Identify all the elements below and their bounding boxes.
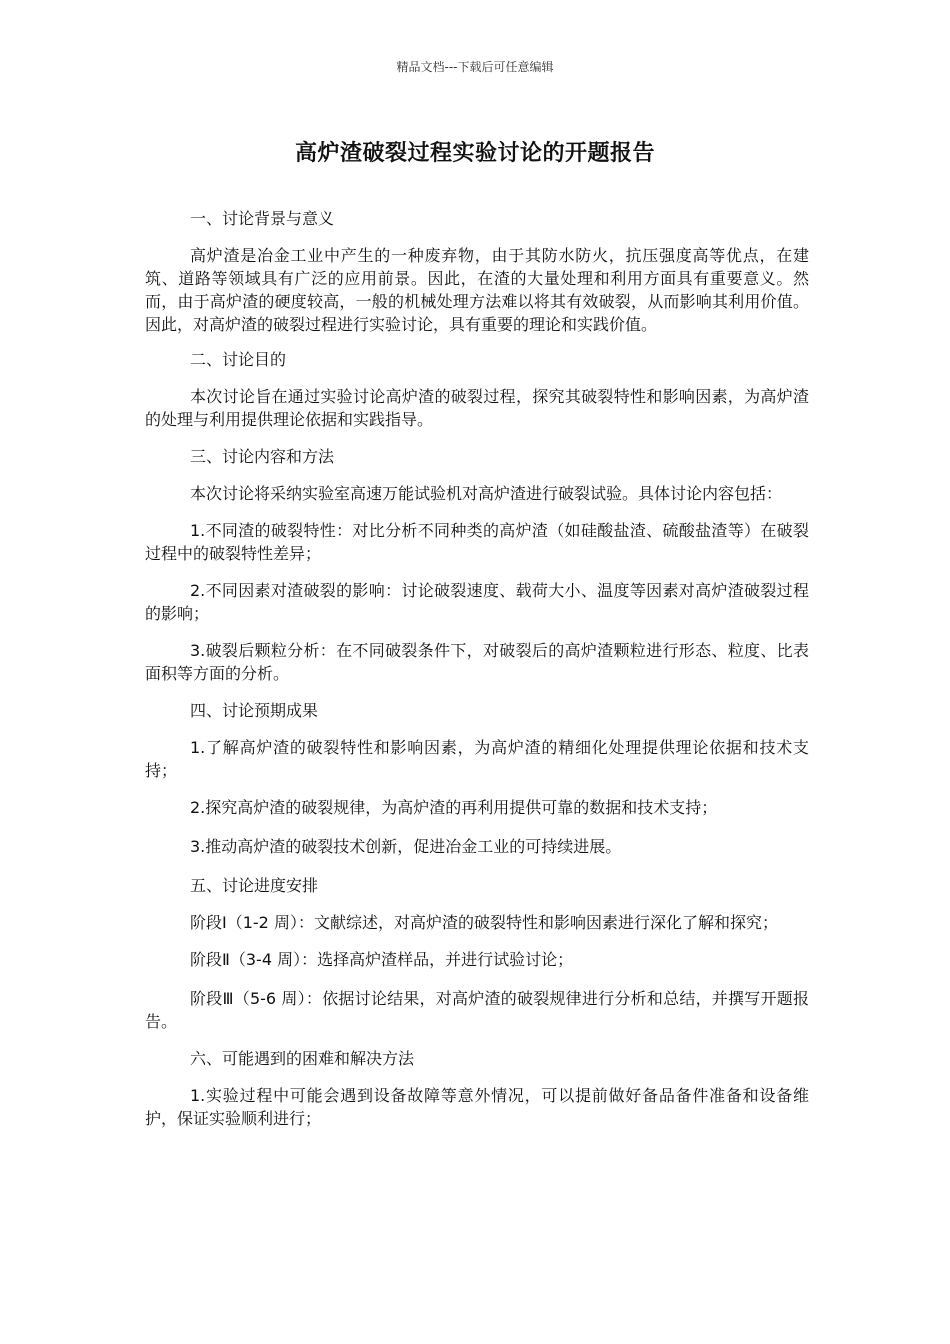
page-header-note: 精品文档---下载后可任意编辑 bbox=[396, 60, 554, 74]
list-item-stage-2: 阶段Ⅱ（3-4 周）：选择高炉渣样品，并进行试验讨论； bbox=[190, 950, 574, 969]
document-body bbox=[145, 207, 809, 1144]
list-item-stage-3: 阶段Ⅲ（5-6 周）：依据讨论结果，对高炉渣的破裂规律进行分析和总结，并撰写开题报告。 bbox=[145, 989, 809, 1031]
paragraph-background: 高炉渣是冶金工业中产生的一种废弃物，由于其防水防火，抗压强度高等优点，在建筑、道路等领域具有广泛的应用前景。因此，在渣的大量处理和利用方面具有重要意义。然而，由于高炉渣的硬度较高，一般的机械处理方法难以将其有效破裂，从而影响其利用价值。因此，对高炉渣的破裂过程进行实验讨论，具有重要的理论和实践价值。 bbox=[145, 246, 809, 334]
list-item-result-1: 1.了解高炉渣的破裂特性和影响因素，为高炉渣的精细化处理提供理论依据和技术支持； bbox=[145, 738, 809, 780]
section-heading-schedule: 五、讨论进度安排 bbox=[190, 876, 319, 895]
list-item-stage-1: 阶段Ⅰ（1-2 周）：文献综述，对高炉渣的破裂特性和影响因素进行深化了解和探究； bbox=[190, 913, 778, 932]
section-heading-content-methods: 三、讨论内容和方法 bbox=[190, 447, 335, 466]
paragraph-content-intro: 本次讨论将采纳实验室高速万能试验机对高炉渣进行破裂试验。具体讨论内容包括： bbox=[190, 484, 783, 503]
list-item-content-3: 3.破裂后颗粒分析：在不同破裂条件下，对破裂后的高炉渣颗粒进行形态、粒度、比表面积等方面的分析。 bbox=[145, 641, 809, 683]
section-heading-expected-results: 四、讨论预期成果 bbox=[190, 701, 319, 720]
list-item-result-3: 3.推动高炉渣的破裂技术创新，促进冶金工业的可持续进展。 bbox=[190, 837, 622, 856]
list-item-content-1: 1.不同渣的破裂特性：对比分析不同种类的高炉渣（如硅酸盐渣、硫酸盐渣等）在破裂过程中的破裂特性差异； bbox=[145, 521, 809, 563]
list-item-content-2: 2.不同因素对渣破裂的影响：讨论破裂速度、载荷大小、温度等因素对高炉渣破裂过程的影响； bbox=[145, 581, 809, 623]
section-heading-purpose: 二、讨论目的 bbox=[190, 350, 287, 369]
section-heading-difficulties: 六、可能遇到的困难和解决方法 bbox=[190, 1049, 415, 1068]
section-heading-background: 一、讨论背景与意义 bbox=[190, 209, 335, 228]
list-item-result-2: 2.探究高炉渣的破裂规律，为高炉渣的再利用提供可靠的数据和技术支持； bbox=[190, 798, 718, 817]
document-title: 高炉渣破裂过程实验讨论的开题报告 bbox=[294, 141, 655, 166]
paragraph-purpose: 本次讨论旨在通过实验讨论高炉渣的破裂过程，探究其破裂特性和影响因素，为高炉渣的处理与利用提供理论依据和实践指导。 bbox=[145, 387, 809, 429]
list-item-difficulty-1: 1.实验过程中可能会遇到设备故障等意外情况，可以提前做好备品备件准备和设备维护，保证实验顺利进行； bbox=[145, 1086, 809, 1128]
